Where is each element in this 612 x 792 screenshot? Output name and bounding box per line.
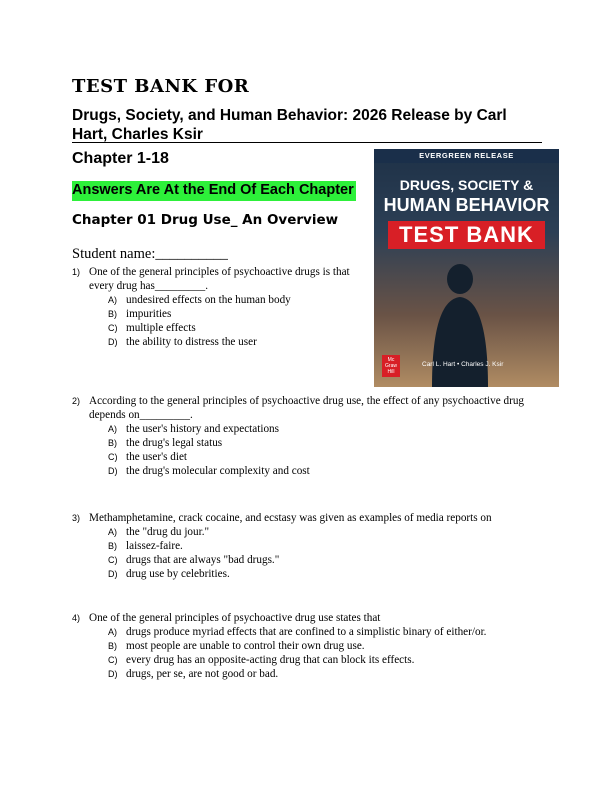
test-bank-heading: TEST BANK FOR xyxy=(72,76,250,97)
option-letter: C) xyxy=(108,555,118,565)
option-letter: B) xyxy=(108,309,117,319)
option-letter: A) xyxy=(108,424,117,434)
title-divider xyxy=(72,142,542,143)
answer-options xyxy=(108,293,354,349)
answer-option-c xyxy=(108,450,542,464)
question-stem: Methamphetamine, crack cocaine, and ecstasy was given as examples of media reports on xyxy=(89,512,492,524)
question-1 xyxy=(72,265,354,349)
option-text: laissez-faire. xyxy=(126,540,183,552)
option-text: most people are unable to control their own drug use. xyxy=(126,640,365,652)
answer-options xyxy=(108,625,542,681)
cover-edition-band: EVERGREEN RELEASE xyxy=(374,149,559,163)
option-letter: C) xyxy=(108,323,118,333)
answer-option-d xyxy=(108,567,542,581)
answer-option-a xyxy=(108,422,542,436)
answer-option-d xyxy=(108,464,542,478)
answer-option-d xyxy=(108,667,542,681)
answer-options xyxy=(108,422,542,478)
option-text: the user's history and expectations xyxy=(126,423,280,435)
option-letter: D) xyxy=(108,569,118,579)
answer-option-b xyxy=(108,436,542,450)
chapter-range: Chapter 1-18 xyxy=(72,150,169,167)
option-text: the drug's legal status xyxy=(126,437,223,449)
option-text: the user's diet xyxy=(126,451,188,463)
question-stem: One of the general principles of psychoactive drug use states that xyxy=(89,612,381,624)
option-text: drugs that are always "bad drugs." xyxy=(126,554,280,566)
option-letter: A) xyxy=(108,627,117,637)
option-letter: B) xyxy=(108,541,117,551)
option-text: the ability to distress the user xyxy=(126,336,257,348)
answer-option-a xyxy=(108,525,542,539)
option-letter: C) xyxy=(108,655,118,665)
publisher-logo: Mc Graw Hill xyxy=(382,355,400,377)
book-title: Drugs, Society, and Human Behavior: 2026 Release by Carl Hart, Charles Ksir xyxy=(72,107,507,143)
option-letter: B) xyxy=(108,438,117,448)
option-letter: B) xyxy=(108,641,117,651)
option-letter: D) xyxy=(108,669,118,679)
cover-test-bank-banner: TEST BANK xyxy=(388,221,545,249)
cover-authors: Carl L. Hart • Charles J. Ksir xyxy=(422,361,504,368)
answer-options xyxy=(108,525,542,581)
question-2 xyxy=(72,394,542,478)
answer-option-a xyxy=(108,625,542,639)
question-3 xyxy=(72,511,542,581)
cover-title-line1: DRUGS, SOCIETY & xyxy=(399,177,534,193)
option-letter: D) xyxy=(108,337,118,347)
option-text: undesired effects on the human body xyxy=(126,294,291,306)
option-letter: D) xyxy=(108,466,118,476)
answer-option-c xyxy=(108,553,542,567)
question-number: 4) xyxy=(72,613,81,623)
option-text: the drug's molecular complexity and cost xyxy=(126,465,310,477)
answers-note-highlight: Answers Are At the End Of Each Chapter xyxy=(72,181,356,201)
answer-option-b xyxy=(108,307,354,321)
option-text: every drug has an opposite-acting drug that can block its effects. xyxy=(126,654,415,666)
question-stem: According to the general principles of psychoactive drug use, the effect of any psychoactive drug depends on_________. xyxy=(89,395,525,421)
question-4 xyxy=(72,611,542,681)
option-letter: A) xyxy=(108,527,117,537)
book-cover-image xyxy=(374,149,559,387)
answer-option-b xyxy=(108,639,542,653)
question-number: 1) xyxy=(72,267,81,277)
question-number: 3) xyxy=(72,513,81,523)
option-text: impurities xyxy=(126,308,172,320)
option-text: drug use by celebrities. xyxy=(126,568,230,580)
answer-option-a xyxy=(108,293,354,307)
option-letter: A) xyxy=(108,295,117,305)
answer-option-c xyxy=(108,653,542,667)
cover-title-line2: HUMAN BEHAVIOR xyxy=(383,195,550,215)
option-letter: C) xyxy=(108,452,118,462)
answer-option-d xyxy=(108,335,354,349)
option-text: drugs produce myriad effects that are confined to a simplistic binary of either/or. xyxy=(126,626,487,638)
option-text: multiple effects xyxy=(126,322,196,334)
option-text: drugs, per se, are not good or bad. xyxy=(126,668,279,680)
answer-option-b xyxy=(108,539,542,553)
student-name-field: Student name:__________ xyxy=(72,246,228,262)
option-text: the "drug du jour." xyxy=(126,526,210,538)
answer-option-c xyxy=(108,321,354,335)
question-stem: One of the general principles of psychoactive drugs is that every drug has_________. xyxy=(89,266,350,292)
question-number: 2) xyxy=(72,396,81,406)
chapter-title: Chapter 01 Drug Use_ An Overview xyxy=(72,212,339,228)
